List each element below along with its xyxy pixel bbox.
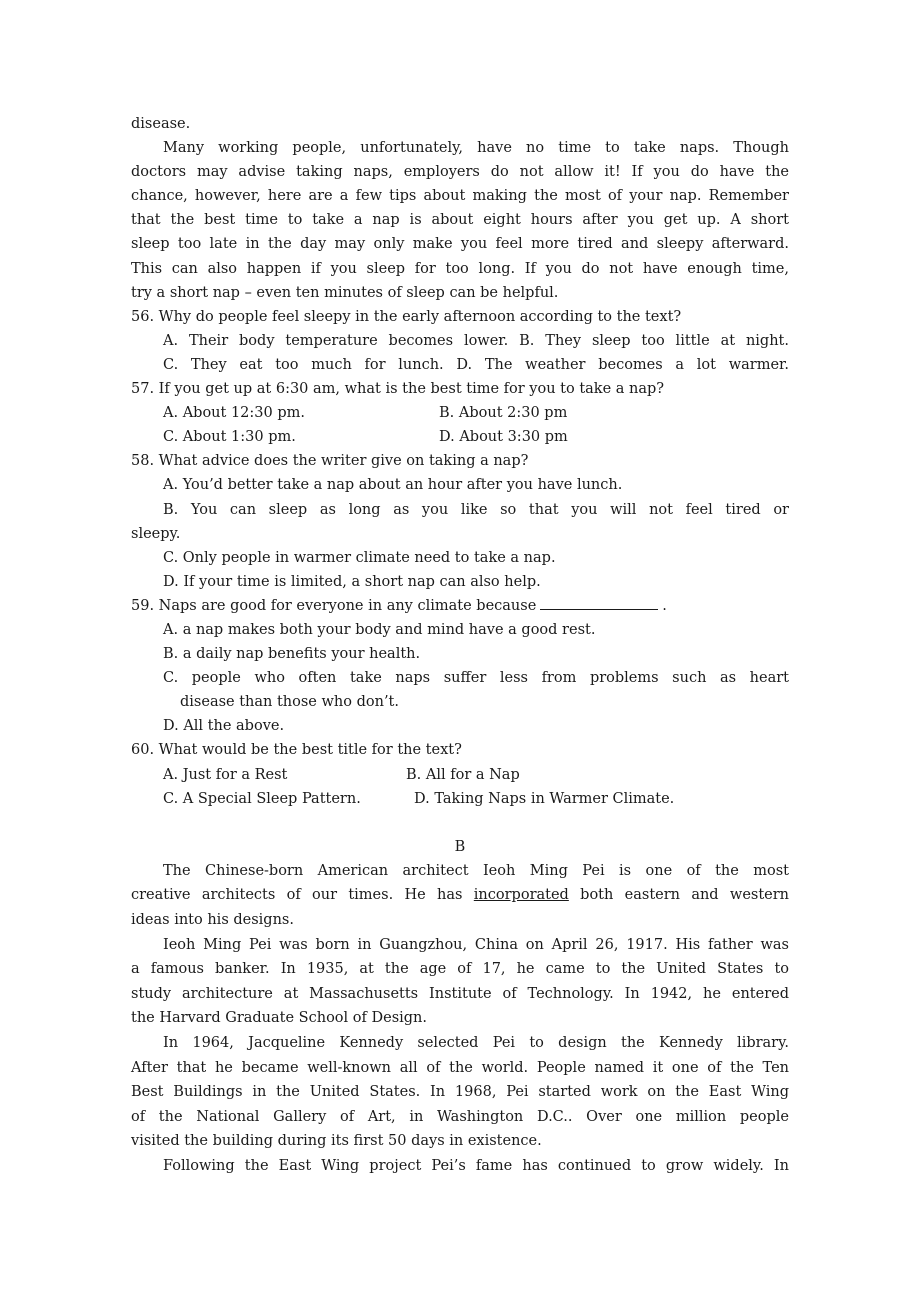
text-segment: creative architects of our times. He has xyxy=(131,887,463,904)
text-line: This can also happen if you sleep for too long. If you do not have enough time, xyxy=(131,260,789,277)
passage-a-paragraph-naps xyxy=(131,136,789,305)
option-b: B. All for a Nap xyxy=(406,766,520,783)
question-57 xyxy=(131,377,789,449)
text-line: that the best time to take a nap is about eight hours after you get up. A short xyxy=(131,212,789,229)
text-line: Best Buildings in the United States. In 1968, Pei started work on the East Wing xyxy=(131,1084,789,1101)
passage-b-paragraph-2 xyxy=(131,933,789,1031)
option-a: A. Their body temperature becomes lower. xyxy=(163,332,509,349)
text-line: try a short nap – even ten minutes of sleep can be helpful. xyxy=(131,284,559,301)
text-line xyxy=(131,883,789,908)
text-line: chance, however, here are a few tips about making the most of your nap. Remember xyxy=(131,188,789,205)
option-d: D. The weather becomes a lot warmer. xyxy=(456,356,789,373)
option-row xyxy=(131,763,789,787)
passage-b-heading: B xyxy=(454,838,466,855)
option-c: C. Only people in warmer climate need to take a nap. xyxy=(163,549,556,566)
text-line: sleep too late in the day may only make you feel more tired and sleepy afterward. xyxy=(131,236,789,253)
answer-blank xyxy=(540,595,658,610)
option-d: D. Taking Naps in Warmer Climate. xyxy=(414,790,675,807)
option-a: A. You’d better take a nap about an hour after you have lunch. xyxy=(163,477,623,494)
option-a: A. Just for a Rest xyxy=(163,766,288,783)
option-a: A. About 12:30 pm. xyxy=(163,405,305,422)
option-c: C. A Special Sleep Pattern. xyxy=(163,790,361,807)
option-c: C. They eat too much for lunch. xyxy=(163,356,444,373)
text-line: Many working people, unfortunately, have no time to take naps. Though xyxy=(163,140,789,157)
text-line: the Harvard Graduate School of Design. xyxy=(131,1010,427,1027)
question-stem xyxy=(131,594,789,618)
text-line: The Chinese-born American architect Ieoh Ming Pei is one of the most xyxy=(163,862,789,879)
option-d: D. About 3:30 pm xyxy=(439,429,568,446)
text-line: Ieoh Ming Pei was born in Guangzhou, China on April 26, 1917. His father was xyxy=(163,936,789,953)
passage-b-paragraph-3 xyxy=(131,1031,789,1154)
option-b: B. About 2:30 pm xyxy=(439,405,568,422)
option-row xyxy=(131,353,789,377)
question-stem-end: . xyxy=(662,597,667,614)
passage-b-paragraph-4 xyxy=(131,1154,789,1179)
text-line: visited the building during its first 50 days in existence. xyxy=(131,1133,542,1150)
document-page xyxy=(131,112,789,1179)
question-stem: 56. Why do people feel sleepy in the early afternoon according to the text? xyxy=(131,308,682,325)
question-59 xyxy=(131,594,789,739)
text-line: of the National Gallery of Art, in Washington D.C.. Over one million people xyxy=(131,1108,789,1125)
passage-b-paragraph-1 xyxy=(131,859,789,933)
option-b: B. a daily nap benefits your health. xyxy=(163,646,421,663)
text-line: ideas into his designs. xyxy=(131,912,294,928)
passage-a-fragment: disease. xyxy=(131,116,191,132)
text-line: Following the East Wing project Pei’s fame has continued to grow widely. In xyxy=(163,1157,789,1174)
option-b: B. You can sleep as long as you like so that you will not feel tired or xyxy=(163,501,789,518)
question-stem-text: 59. Naps are good for everyone in any climate because xyxy=(131,597,537,614)
option-d: D. If your time is limited, a short nap can also help. xyxy=(163,573,541,590)
option-c: C. About 1:30 pm. xyxy=(163,429,296,446)
option-a: A. a nap makes both your body and mind have a good rest. xyxy=(163,621,596,638)
underlined-word: incorporated xyxy=(473,887,569,904)
question-stem: 58. What advice does the writer give on taking a nap? xyxy=(131,453,529,470)
question-stem: 57. If you get up at 6:30 am, what is the best time for you to take a nap? xyxy=(131,381,665,398)
question-stem: 60. What would be the best title for the text? xyxy=(131,742,462,759)
option-row xyxy=(131,425,789,449)
option-b-continued: sleepy. xyxy=(131,525,181,542)
option-c-continued: disease than those who don’t. xyxy=(180,694,399,711)
question-60 xyxy=(131,738,789,810)
option-row xyxy=(131,329,789,353)
question-56 xyxy=(131,305,789,377)
option-b: B. They sleep too little at night. xyxy=(519,332,789,349)
text-line: doctors may advise taking naps, employers do not allow it! If you do have the xyxy=(131,164,789,181)
text-segment: both eastern and western xyxy=(580,887,790,904)
text-line: After that he became well-known all of the world. People named it one of the Ten xyxy=(131,1059,789,1076)
option-c: C. people who often take naps suffer less from problems such as heart xyxy=(163,670,789,687)
text-line: study architecture at Massachusetts Institute of Technology. In 1942, he entered xyxy=(131,985,789,1002)
option-row xyxy=(131,787,789,811)
text-line: a famous banker. In 1935, at the age of 17, he came to the United States to xyxy=(131,961,789,978)
option-d: D. All the above. xyxy=(163,718,285,735)
question-58 xyxy=(131,449,789,594)
text-line: In 1964, Jacqueline Kennedy selected Pei to design the Kennedy library. xyxy=(163,1034,789,1051)
option-row xyxy=(131,401,789,425)
